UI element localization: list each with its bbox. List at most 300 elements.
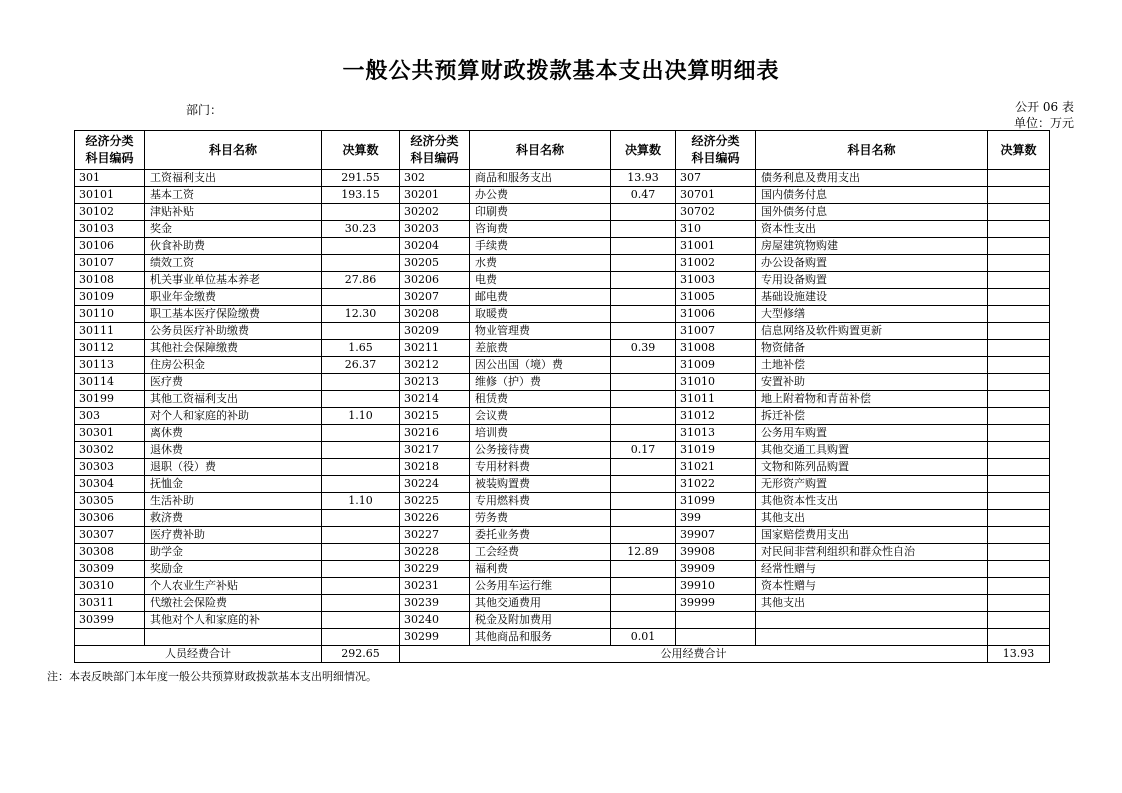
code-cell: 30227 bbox=[400, 527, 470, 544]
name-cell: 土地补偿 bbox=[756, 357, 988, 374]
name-cell: 劳务费 bbox=[470, 510, 611, 527]
amount-cell bbox=[611, 255, 676, 272]
code-cell: 30311 bbox=[75, 595, 145, 612]
amount-cell bbox=[611, 476, 676, 493]
personnel-total-label: 人员经费合计 bbox=[75, 646, 322, 663]
table-row bbox=[75, 442, 1050, 459]
code-cell: 30310 bbox=[75, 578, 145, 595]
code-cell: 30112 bbox=[75, 340, 145, 357]
code-cell: 30215 bbox=[400, 408, 470, 425]
table-row bbox=[75, 272, 1050, 289]
amount-cell bbox=[988, 612, 1050, 629]
table-row bbox=[75, 374, 1050, 391]
expenditure-table bbox=[74, 130, 1050, 663]
code-cell: 31001 bbox=[676, 238, 756, 255]
code-cell: 30225 bbox=[400, 493, 470, 510]
table-row bbox=[75, 595, 1050, 612]
code-cell: 30229 bbox=[400, 561, 470, 578]
code-cell: 31003 bbox=[676, 272, 756, 289]
name-cell: 退职（役）费 bbox=[145, 459, 322, 476]
name-cell: 房屋建筑物购建 bbox=[756, 238, 988, 255]
code-cell: 30214 bbox=[400, 391, 470, 408]
amount-cell bbox=[988, 323, 1050, 340]
name-cell: 其他支出 bbox=[756, 510, 988, 527]
name-cell: 邮电费 bbox=[470, 289, 611, 306]
name-cell: 债务利息及费用支出 bbox=[756, 170, 988, 187]
code-cell: 31009 bbox=[676, 357, 756, 374]
name-cell: 伙食补助费 bbox=[145, 238, 322, 255]
header-name: 科目名称 bbox=[470, 131, 611, 170]
code-cell: 301 bbox=[75, 170, 145, 187]
code-cell: 31019 bbox=[676, 442, 756, 459]
name-cell: 租赁费 bbox=[470, 391, 611, 408]
code-cell: 303 bbox=[75, 408, 145, 425]
amount-cell: 13.93 bbox=[611, 170, 676, 187]
name-cell: 其他资本性支出 bbox=[756, 493, 988, 510]
name-cell: 信息网络及软件购置更新 bbox=[756, 323, 988, 340]
header-name: 科目名称 bbox=[756, 131, 988, 170]
amount-cell bbox=[611, 459, 676, 476]
header-name: 科目名称 bbox=[145, 131, 322, 170]
code-cell: 30205 bbox=[400, 255, 470, 272]
table-row bbox=[75, 221, 1050, 238]
amount-cell: 0.47 bbox=[611, 187, 676, 204]
name-cell: 其他交通工具购置 bbox=[756, 442, 988, 459]
name-cell: 咨询费 bbox=[470, 221, 611, 238]
table-row bbox=[75, 408, 1050, 425]
amount-cell: 0.39 bbox=[611, 340, 676, 357]
code-cell: 30207 bbox=[400, 289, 470, 306]
amount-cell bbox=[611, 425, 676, 442]
name-cell: 住房公积金 bbox=[145, 357, 322, 374]
public-total-value: 13.93 bbox=[988, 646, 1050, 663]
name-cell: 因公出国（境）费 bbox=[470, 357, 611, 374]
name-cell: 差旅费 bbox=[470, 340, 611, 357]
code-cell: 30305 bbox=[75, 493, 145, 510]
name-cell: 手续费 bbox=[470, 238, 611, 255]
code-cell bbox=[676, 612, 756, 629]
name-cell: 取暖费 bbox=[470, 306, 611, 323]
amount-cell bbox=[611, 578, 676, 595]
code-cell: 30211 bbox=[400, 340, 470, 357]
name-cell: 文物和陈列品购置 bbox=[756, 459, 988, 476]
code-cell: 39999 bbox=[676, 595, 756, 612]
code-cell: 30110 bbox=[75, 306, 145, 323]
amount-cell bbox=[611, 204, 676, 221]
code-cell: 30216 bbox=[400, 425, 470, 442]
name-cell: 商品和服务支出 bbox=[470, 170, 611, 187]
name-cell: 会议费 bbox=[470, 408, 611, 425]
name-cell: 其他商品和服务 bbox=[470, 629, 611, 646]
code-cell: 30399 bbox=[75, 612, 145, 629]
name-cell: 电费 bbox=[470, 272, 611, 289]
code-cell: 30217 bbox=[400, 442, 470, 459]
name-cell: 办公费 bbox=[470, 187, 611, 204]
name-cell: 基本工资 bbox=[145, 187, 322, 204]
table-row bbox=[75, 204, 1050, 221]
amount-cell bbox=[988, 187, 1050, 204]
amount-cell bbox=[611, 493, 676, 510]
name-cell: 工会经费 bbox=[470, 544, 611, 561]
code-cell: 30111 bbox=[75, 323, 145, 340]
table-row bbox=[75, 187, 1050, 204]
amount-cell bbox=[988, 204, 1050, 221]
name-cell: 对民间非营利组织和群众性自治 bbox=[756, 544, 988, 561]
name-cell: 医疗费 bbox=[145, 374, 322, 391]
code-cell: 30304 bbox=[75, 476, 145, 493]
unit-label: 单位：万元 bbox=[1013, 116, 1074, 130]
amount-cell bbox=[322, 374, 400, 391]
amount-cell bbox=[322, 612, 400, 629]
code-cell: 31012 bbox=[676, 408, 756, 425]
code-cell: 30101 bbox=[75, 187, 145, 204]
code-cell: 30203 bbox=[400, 221, 470, 238]
name-cell: 大型修缮 bbox=[756, 306, 988, 323]
header-amount: 决算数 bbox=[611, 131, 676, 170]
amount-cell bbox=[322, 561, 400, 578]
code-cell: 31008 bbox=[676, 340, 756, 357]
name-cell: 税金及附加费用 bbox=[470, 612, 611, 629]
code-cell: 30213 bbox=[400, 374, 470, 391]
footnote: 注：本表反映部门本年度一般公共预算财政拨款基本支出明细情况。 bbox=[47, 670, 377, 683]
header-amount: 决算数 bbox=[988, 131, 1050, 170]
amount-cell bbox=[322, 544, 400, 561]
amount-cell bbox=[988, 408, 1050, 425]
amount-cell: 27.86 bbox=[322, 272, 400, 289]
name-cell: 医疗费补助 bbox=[145, 527, 322, 544]
amount-cell bbox=[988, 391, 1050, 408]
amount-cell bbox=[611, 221, 676, 238]
table-row bbox=[75, 357, 1050, 374]
code-cell bbox=[75, 629, 145, 646]
code-cell: 31099 bbox=[676, 493, 756, 510]
code-cell: 39908 bbox=[676, 544, 756, 561]
code-cell: 30109 bbox=[75, 289, 145, 306]
name-cell: 对个人和家庭的补助 bbox=[145, 408, 322, 425]
name-cell: 印刷费 bbox=[470, 204, 611, 221]
table-row bbox=[75, 340, 1050, 357]
name-cell: 职业年金缴费 bbox=[145, 289, 322, 306]
name-cell: 个人农业生产补贴 bbox=[145, 578, 322, 595]
amount-cell bbox=[611, 323, 676, 340]
name-cell: 无形资产购置 bbox=[756, 476, 988, 493]
code-cell: 31021 bbox=[676, 459, 756, 476]
table-row bbox=[75, 306, 1050, 323]
code-cell: 30240 bbox=[400, 612, 470, 629]
code-cell: 30106 bbox=[75, 238, 145, 255]
code-cell: 31010 bbox=[676, 374, 756, 391]
name-cell: 奖金 bbox=[145, 221, 322, 238]
amount-cell bbox=[322, 510, 400, 527]
amount-cell bbox=[988, 255, 1050, 272]
code-cell: 31011 bbox=[676, 391, 756, 408]
code-cell: 307 bbox=[676, 170, 756, 187]
code-cell: 30218 bbox=[400, 459, 470, 476]
name-cell: 福利费 bbox=[470, 561, 611, 578]
amount-cell: 193.15 bbox=[322, 187, 400, 204]
name-cell: 职工基本医疗保险缴费 bbox=[145, 306, 322, 323]
name-cell: 拆迁补偿 bbox=[756, 408, 988, 425]
amount-cell bbox=[322, 204, 400, 221]
code-cell: 30208 bbox=[400, 306, 470, 323]
amount-cell bbox=[322, 595, 400, 612]
code-cell: 30299 bbox=[400, 629, 470, 646]
table-row bbox=[75, 170, 1050, 187]
code-cell: 30307 bbox=[75, 527, 145, 544]
name-cell: 资本性赠与 bbox=[756, 578, 988, 595]
amount-cell bbox=[988, 238, 1050, 255]
name-cell: 办公设备购置 bbox=[756, 255, 988, 272]
name-cell: 机关事业单位基本养老 bbox=[145, 272, 322, 289]
amount-cell: 30.23 bbox=[322, 221, 400, 238]
code-cell: 30212 bbox=[400, 357, 470, 374]
code-cell: 30204 bbox=[400, 238, 470, 255]
name-cell: 地上附着物和青苗补偿 bbox=[756, 391, 988, 408]
amount-cell bbox=[322, 459, 400, 476]
table-row bbox=[75, 510, 1050, 527]
code-cell: 30306 bbox=[75, 510, 145, 527]
amount-cell bbox=[611, 357, 676, 374]
code-cell: 30108 bbox=[75, 272, 145, 289]
amount-cell bbox=[322, 578, 400, 595]
name-cell: 公务用车购置 bbox=[756, 425, 988, 442]
table-row bbox=[75, 544, 1050, 561]
totals-row bbox=[75, 646, 1050, 663]
name-cell: 公务用车运行维 bbox=[470, 578, 611, 595]
code-cell: 399 bbox=[676, 510, 756, 527]
name-cell: 工资福利支出 bbox=[145, 170, 322, 187]
table-row bbox=[75, 289, 1050, 306]
amount-cell bbox=[322, 425, 400, 442]
amount-cell: 12.89 bbox=[611, 544, 676, 561]
name-cell: 奖励金 bbox=[145, 561, 322, 578]
code-cell: 30114 bbox=[75, 374, 145, 391]
amount-cell bbox=[988, 170, 1050, 187]
amount-cell: 1.10 bbox=[322, 493, 400, 510]
header-amount: 决算数 bbox=[322, 131, 400, 170]
amount-cell bbox=[322, 255, 400, 272]
code-cell: 30309 bbox=[75, 561, 145, 578]
header-code: 经济分类 科目编码 bbox=[75, 131, 145, 170]
name-cell: 其他社会保障缴费 bbox=[145, 340, 322, 357]
code-cell: 30231 bbox=[400, 578, 470, 595]
name-cell: 物业管理费 bbox=[470, 323, 611, 340]
code-cell: 30206 bbox=[400, 272, 470, 289]
name-cell: 绩效工资 bbox=[145, 255, 322, 272]
table-body bbox=[75, 170, 1050, 646]
code-cell: 39909 bbox=[676, 561, 756, 578]
code-cell: 30209 bbox=[400, 323, 470, 340]
name-cell: 抚恤金 bbox=[145, 476, 322, 493]
name-cell: 水费 bbox=[470, 255, 611, 272]
form-info bbox=[1014, 99, 1074, 131]
name-cell: 生活补助 bbox=[145, 493, 322, 510]
code-cell: 30202 bbox=[400, 204, 470, 221]
name-cell: 安置补助 bbox=[756, 374, 988, 391]
code-cell: 30302 bbox=[75, 442, 145, 459]
amount-cell: 26.37 bbox=[322, 357, 400, 374]
table-row bbox=[75, 561, 1050, 578]
code-cell: 30107 bbox=[75, 255, 145, 272]
amount-cell: 0.01 bbox=[611, 629, 676, 646]
name-cell: 专用燃料费 bbox=[470, 493, 611, 510]
name-cell: 被装购置费 bbox=[470, 476, 611, 493]
name-cell: 公务员医疗补助缴费 bbox=[145, 323, 322, 340]
code-cell: 30228 bbox=[400, 544, 470, 561]
amount-cell: 1.10 bbox=[322, 408, 400, 425]
table-row bbox=[75, 527, 1050, 544]
code-cell: 30702 bbox=[676, 204, 756, 221]
table-row bbox=[75, 459, 1050, 476]
amount-cell bbox=[611, 612, 676, 629]
table-row bbox=[75, 255, 1050, 272]
table-row bbox=[75, 425, 1050, 442]
amount-cell bbox=[988, 374, 1050, 391]
code-cell: 30199 bbox=[75, 391, 145, 408]
table-row bbox=[75, 391, 1050, 408]
table-row bbox=[75, 578, 1050, 595]
name-cell: 代缴社会保险费 bbox=[145, 595, 322, 612]
name-cell: 国家赔偿费用支出 bbox=[756, 527, 988, 544]
code-cell: 30201 bbox=[400, 187, 470, 204]
name-cell bbox=[145, 629, 322, 646]
amount-cell bbox=[611, 595, 676, 612]
amount-cell bbox=[988, 289, 1050, 306]
code-cell: 31007 bbox=[676, 323, 756, 340]
table-row bbox=[75, 612, 1050, 629]
amount-cell bbox=[322, 442, 400, 459]
code-cell: 30113 bbox=[75, 357, 145, 374]
amount-cell bbox=[322, 629, 400, 646]
amount-cell bbox=[611, 391, 676, 408]
amount-cell bbox=[988, 442, 1050, 459]
name-cell: 委托业务费 bbox=[470, 527, 611, 544]
name-cell bbox=[756, 612, 988, 629]
header-code: 经济分类 科目编码 bbox=[676, 131, 756, 170]
amount-cell bbox=[611, 289, 676, 306]
code-cell: 30701 bbox=[676, 187, 756, 204]
amount-cell bbox=[322, 476, 400, 493]
code-cell: 30224 bbox=[400, 476, 470, 493]
amount-cell bbox=[988, 493, 1050, 510]
amount-cell bbox=[988, 595, 1050, 612]
code-cell: 30239 bbox=[400, 595, 470, 612]
code-cell: 31005 bbox=[676, 289, 756, 306]
amount-cell bbox=[988, 459, 1050, 476]
amount-cell bbox=[611, 374, 676, 391]
code-cell: 31022 bbox=[676, 476, 756, 493]
code-cell: 31002 bbox=[676, 255, 756, 272]
amount-cell bbox=[988, 510, 1050, 527]
table-header-row bbox=[75, 131, 1050, 170]
amount-cell bbox=[611, 561, 676, 578]
amount-cell bbox=[988, 476, 1050, 493]
form-number: 公开 06 表 bbox=[1015, 100, 1074, 114]
name-cell: 专用材料费 bbox=[470, 459, 611, 476]
amount-cell bbox=[322, 289, 400, 306]
amount-cell bbox=[611, 306, 676, 323]
amount-cell bbox=[988, 544, 1050, 561]
name-cell: 物资储备 bbox=[756, 340, 988, 357]
header-code: 经济分类 科目编码 bbox=[400, 131, 470, 170]
code-cell: 39910 bbox=[676, 578, 756, 595]
table-row bbox=[75, 629, 1050, 646]
name-cell: 津贴补贴 bbox=[145, 204, 322, 221]
code-cell: 302 bbox=[400, 170, 470, 187]
personnel-total-value: 292.65 bbox=[322, 646, 400, 663]
amount-cell: 291.55 bbox=[322, 170, 400, 187]
department-label: 部门： bbox=[186, 103, 223, 117]
name-cell: 资本性支出 bbox=[756, 221, 988, 238]
amount-cell bbox=[611, 272, 676, 289]
name-cell: 其他对个人和家庭的补 bbox=[145, 612, 322, 629]
code-cell: 30102 bbox=[75, 204, 145, 221]
amount-cell bbox=[988, 527, 1050, 544]
table-row bbox=[75, 238, 1050, 255]
code-cell: 31013 bbox=[676, 425, 756, 442]
amount-cell: 12.30 bbox=[322, 306, 400, 323]
code-cell: 30226 bbox=[400, 510, 470, 527]
name-cell: 助学金 bbox=[145, 544, 322, 561]
amount-cell: 1.65 bbox=[322, 340, 400, 357]
name-cell: 经常性赠与 bbox=[756, 561, 988, 578]
amount-cell bbox=[322, 527, 400, 544]
page-title: 一般公共预算财政拨款基本支出决算明细表 bbox=[342, 59, 780, 84]
name-cell: 公务接待费 bbox=[470, 442, 611, 459]
amount-cell: 0.17 bbox=[611, 442, 676, 459]
code-cell: 31006 bbox=[676, 306, 756, 323]
name-cell: 其他支出 bbox=[756, 595, 988, 612]
amount-cell bbox=[322, 391, 400, 408]
code-cell: 39907 bbox=[676, 527, 756, 544]
amount-cell bbox=[988, 221, 1050, 238]
table-row bbox=[75, 323, 1050, 340]
name-cell: 国内债务付息 bbox=[756, 187, 988, 204]
name-cell: 其他工资福利支出 bbox=[145, 391, 322, 408]
name-cell: 维修（护）费 bbox=[470, 374, 611, 391]
name-cell: 救济费 bbox=[145, 510, 322, 527]
name-cell: 培训费 bbox=[470, 425, 611, 442]
amount-cell bbox=[988, 561, 1050, 578]
amount-cell bbox=[988, 357, 1050, 374]
amount-cell bbox=[322, 323, 400, 340]
table-row bbox=[75, 476, 1050, 493]
name-cell: 基础设施建设 bbox=[756, 289, 988, 306]
amount-cell bbox=[611, 408, 676, 425]
code-cell: 30308 bbox=[75, 544, 145, 561]
amount-cell bbox=[988, 425, 1050, 442]
amount-cell bbox=[611, 527, 676, 544]
amount-cell bbox=[611, 238, 676, 255]
name-cell: 国外债务付息 bbox=[756, 204, 988, 221]
name-cell: 专用设备购置 bbox=[756, 272, 988, 289]
code-cell: 30303 bbox=[75, 459, 145, 476]
table-row bbox=[75, 493, 1050, 510]
name-cell: 退休费 bbox=[145, 442, 322, 459]
name-cell: 其他交通费用 bbox=[470, 595, 611, 612]
code-cell: 30301 bbox=[75, 425, 145, 442]
name-cell: 离休费 bbox=[145, 425, 322, 442]
amount-cell bbox=[988, 306, 1050, 323]
code-cell bbox=[676, 629, 756, 646]
code-cell: 30103 bbox=[75, 221, 145, 238]
name-cell bbox=[756, 629, 988, 646]
amount-cell bbox=[322, 238, 400, 255]
amount-cell bbox=[988, 578, 1050, 595]
amount-cell bbox=[988, 340, 1050, 357]
amount-cell bbox=[988, 629, 1050, 646]
public-total-label: 公用经费合计 bbox=[400, 646, 988, 663]
